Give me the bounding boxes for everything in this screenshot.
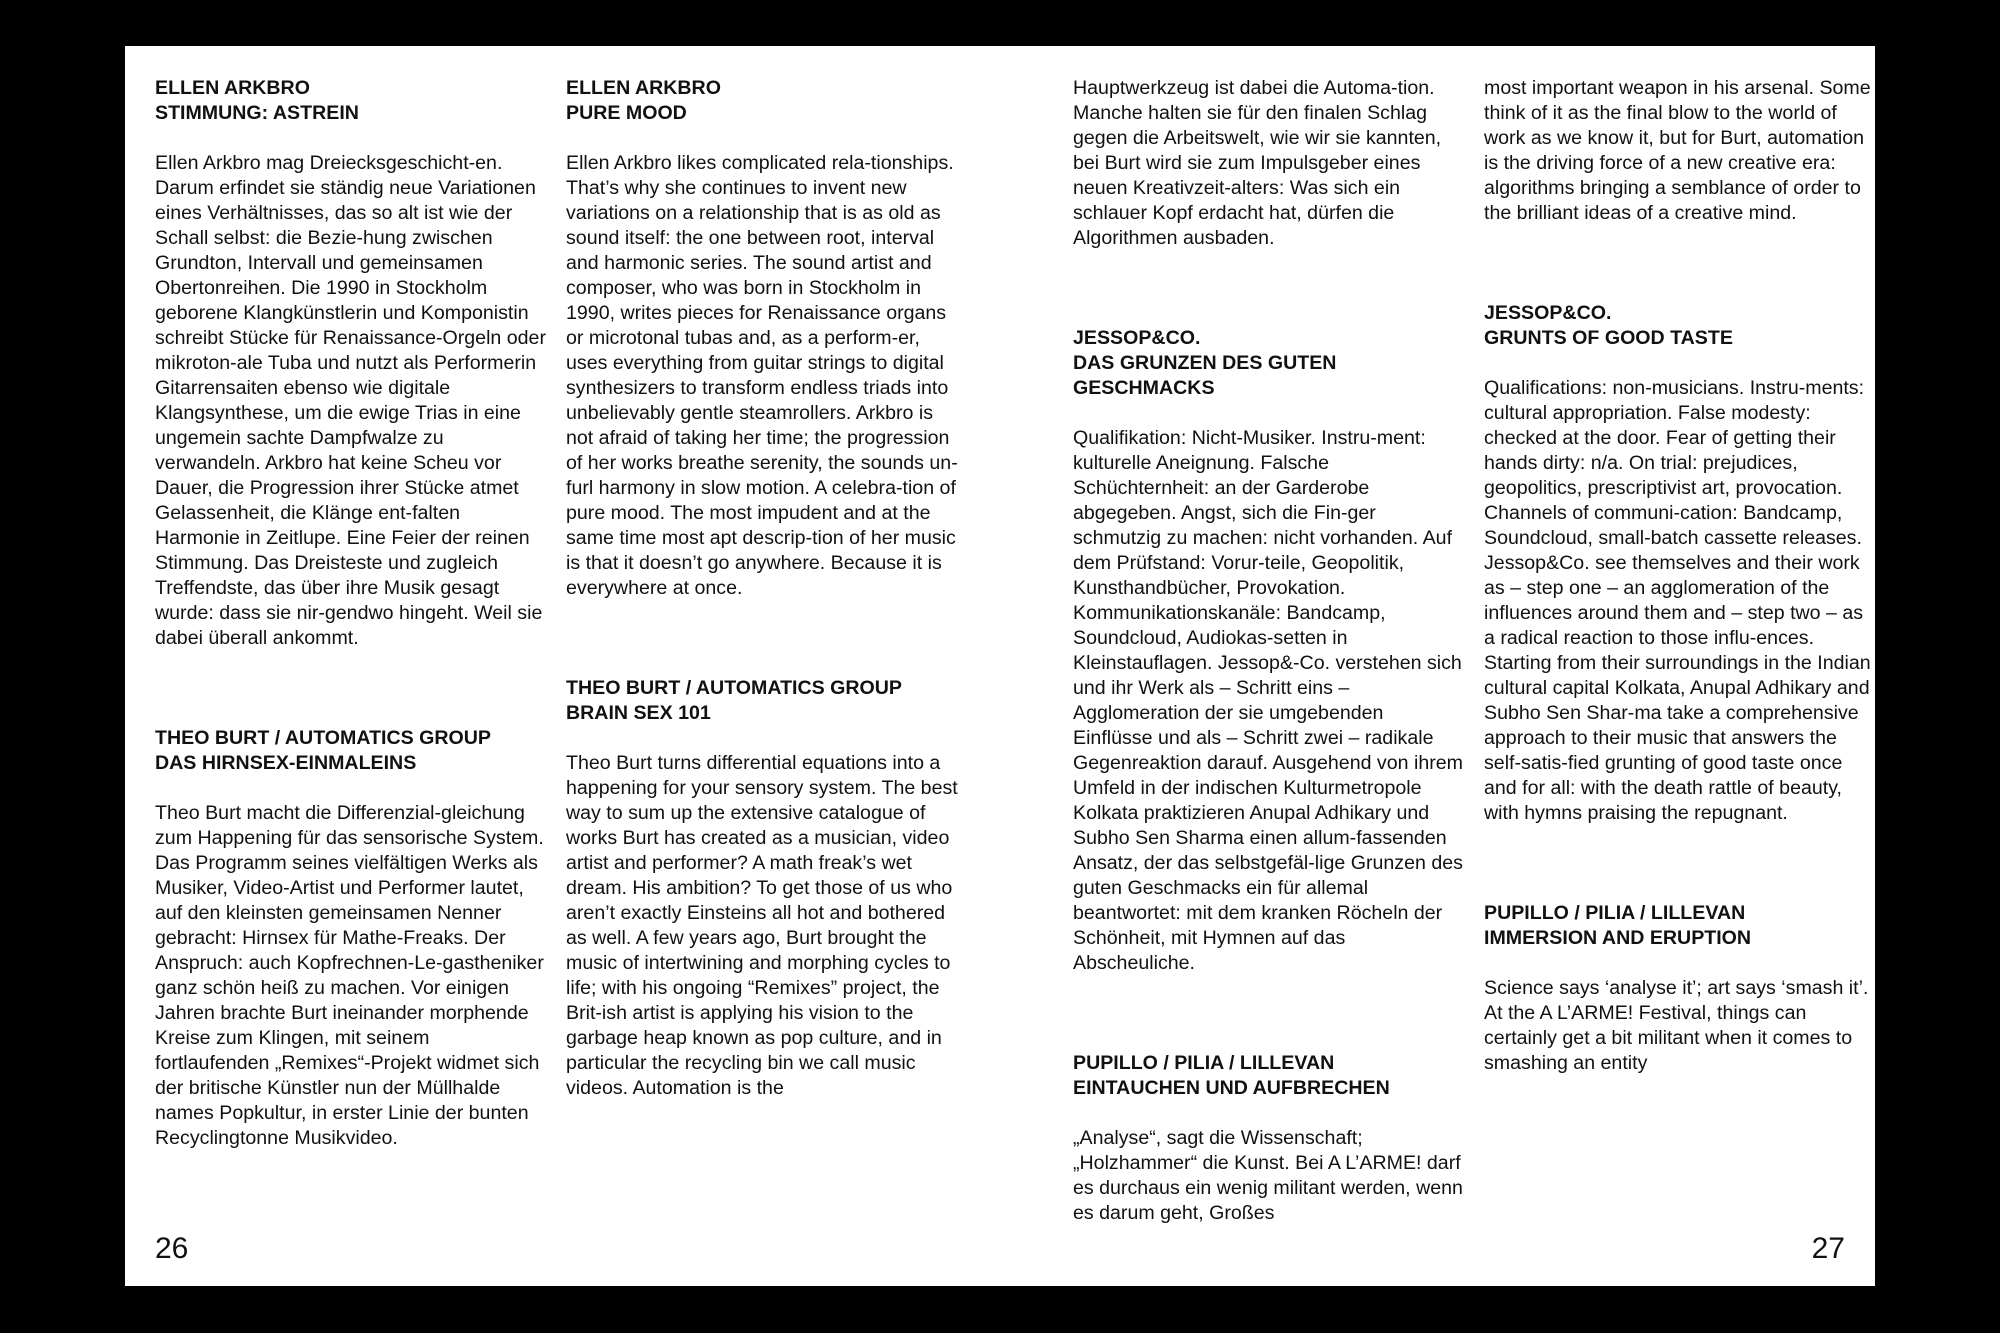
- article-title: IMMERSION AND ERUPTION: [1484, 927, 1752, 949]
- article-heading: [566, 76, 958, 126]
- page-number: 27: [1811, 1232, 1845, 1265]
- right-column-2: [1484, 76, 1876, 1151]
- article-title: GRUNTS OF GOOD TASTE: [1484, 327, 1733, 349]
- left-column-1: [155, 76, 547, 1226]
- article-title: PURE MOOD: [566, 102, 687, 124]
- article-title: STIMMUNG: ASTREIN: [155, 102, 359, 124]
- article-continuation-en: [1484, 76, 1876, 226]
- article-theo-burt-de: [155, 726, 547, 1151]
- article-author: PUPILLO / PILIA / LILLEVAN: [1073, 1052, 1335, 1074]
- article-body: Theo Burt macht die Differenzial-gleichung zum Happening für das sensorische System. Das Programm seines vielfältigen Werks als Musiker, Video-Artist und Performer lautet, auf den kleinsten gemeinsamen Nenner gebracht: Hirnsex für Mathe-Freaks. Der Anspruch: auch Kopfrechnen-Le-gastheniker ganz schön heiß zu machen. Vor einigen Jahren brachte Burt ineinander morphende Kreise zum Klingen, mit seinem fortlaufenden „Remixes“-Projekt widmet sich der britische Künstler nun der Müllhalde names Popkultur, in erster Linie der bunten Recyclingtonne Musikvideo.: [155, 802, 544, 1149]
- article-author: THEO BURT / AUTOMATICS GROUP: [155, 727, 491, 749]
- article-body: Ellen Arkbro likes complicated rela-tionships. That’s why she continues to invent new variations on a relationship that is as old as sound itself: the one between root, interval and harmonic series. The sound artist and composer, who was born in Stockholm in 1990, writes pieces for Renaissance organs or microtonal tubas and, as a perform-er, uses everything from guitar strings to digital synthesizers to transform endless triads into unbelievably gentle steamrollers. Arkbro is not afraid of taking her time; the progression of her works breathe serenity, the sounds un-furl harmony in slow motion. A celebra-tion of pure mood. The most impudent and at the same time most apt descrip-tion of her music is that it doesn’t go anywhere. Because it is everywhere at once.: [566, 152, 958, 599]
- article-jessop-co-en: [1484, 301, 1876, 826]
- article-body: „Analyse“, sagt die Wissenschaft; „Holzhammer“ die Kunst. Bei A L’ARME! darf es durchaus ein wenig militant werden, wenn es darum geht, Großes: [1073, 1127, 1463, 1224]
- article-author: ELLEN ARKBRO: [155, 77, 310, 99]
- article-heading: [1073, 326, 1465, 401]
- article-heading: [1484, 901, 1876, 951]
- article-title: BRAIN SEX 101: [566, 702, 711, 724]
- article-title: DAS HIRNSEX-EINMALEINS: [155, 752, 417, 774]
- article-author: THEO BURT / AUTOMATICS GROUP: [566, 677, 902, 699]
- article-body: Theo Burt turns differential equations into a happening for your sensory system. The best way to sum up the extensive catalogue of works Burt has created as a musician, video artist and performer? A math freak’s wet dream. His ambition? To get those of us who aren’t exactly Einsteins all hot and bothered as well. A few years ago, Burt brought the music of intertwining and morphing cycles to life; with his ongoing “Remixes” project, the Brit-ish artist is applying his vision to the garbage heap known as pop culture, and in particular the recycling bin we call music videos. Automation is the: [566, 752, 958, 1099]
- article-continuation-de: [1073, 76, 1465, 251]
- article-body: Qualifikation: Nicht-Musiker. Instru-ment: kulturelle Aneignung. Falsche Schüchternheit: an der Garderobe abgegeben. Angst, sich die Fin-ger schmutzig zu machen: nicht vorhanden. Auf dem Prüfstand: Vorur-teile, Geopolitik, Kunsthandbücher, Provokation. Kommunikationskanäle: Bandcamp, Soundcloud, Audiokas-setten in Kleinstauflagen. Jessop&-Co. verstehen sich und ihr Werk als – Schritt eins – Agglomeration der sie umgebenden Einflüsse und als – Schritt zwei – radikale Gegenreaktion darauf. Ausgehend von ihrem Umfeld in der indischen Kulturmetropole Kolkata praktizieren Anupal Adhikary und Subho Sen Sharma einen allum-fassenden Ansatz, der das selbstgefäl-lige Grunzen des guten Geschmacks ein für allemal beantwortet: mit dem kranken Röcheln der Schönheit, mit Hymnen auf das Abscheuliche.: [1073, 427, 1463, 974]
- article-pupillo-en: [1484, 901, 1876, 1076]
- article-jessop-co-de: [1073, 326, 1465, 976]
- left-page: [125, 46, 1000, 1286]
- article-body: Science says ‘analyse it’; art says ‘smash it’. At the A L’ARME! Festival, things can certainly get a bit militant when it comes to smashing an entity: [1484, 977, 1869, 1074]
- page-number: 26: [155, 1232, 189, 1265]
- article-author: JESSOP&CO.: [1073, 327, 1201, 349]
- article-body: Hauptwerkzeug ist dabei die Automa-tion. Manche halten sie für den finalen Schlag gegen die Arbeitswelt, wie wir sie kannten, bei Burt wird sie zum Impulsgeber eines neuen Kreativzeit-alters: Was sich ein schlauer Kopf erdacht hat, dürfen die Algorithmen ausbaden.: [1073, 77, 1442, 249]
- article-heading: [1484, 301, 1876, 351]
- article-author: JESSOP&CO.: [1484, 302, 1612, 324]
- article-title: DAS GRUNZEN DES GUTEN GESCHMACKS: [1073, 352, 1337, 399]
- article-body: Qualifications: non-musicians. Instru-ments: cultural appropriation. False modesty: checked at the door. Fear of getting their hands dirty: n/a. On trial: prejudices, geopolitics, prescriptivist art, provocation. Channels of communi-cation: Bandcamp, Soundcloud, small-batch cassette releases. Jessop&Co. see themselves and their work as – step one – an agglomeration of the influences around them and – step two – as a radical reaction to those influ-ences. Starting from their surroundings in the Indian cultural capital Kolkata, Anupal Adhikary and Subho Sen Shar-ma take a comprehensive approach to their music that answers the self-satis-fied grunting of good taste once and for all: with the death rattle of beauty, with hymns praising the repugnant.: [1484, 377, 1871, 824]
- article-pupillo-de: [1073, 1051, 1465, 1226]
- article-ellen-arkbro-de: [155, 76, 547, 651]
- article-title: EINTAUCHEN UND AUFBRECHEN: [1073, 1077, 1390, 1099]
- article-heading: [566, 676, 958, 726]
- article-author: ELLEN ARKBRO: [566, 77, 721, 99]
- article-heading: [1073, 1051, 1465, 1101]
- article-body: most important weapon in his arsenal. Some think of it as the final blow to the world of work as we know it, but for Burt, automation is the driving force of a new creative era: algorithms bringing a semblance of order to the brilliant ideas of a creative mind.: [1484, 77, 1871, 224]
- right-page: [1000, 46, 1875, 1286]
- article-ellen-arkbro-en: [566, 76, 958, 601]
- left-column-2: [566, 76, 958, 1176]
- article-author: PUPILLO / PILIA / LILLEVAN: [1484, 902, 1746, 924]
- article-heading: [155, 726, 547, 776]
- article-theo-burt-en: [566, 676, 958, 1101]
- right-column-1: [1073, 76, 1465, 1301]
- magazine-spread: [125, 46, 1875, 1286]
- article-heading: [155, 76, 547, 126]
- article-body: Ellen Arkbro mag Dreiecksgeschicht-en. Darum erfindet sie ständig neue Variationen eines Verhältnisses, das so alt ist wie der Schall selbst: die Bezie-hung zwischen Grundton, Intervall und gemeinsamen Obertonreihen. Die 1990 in Stockholm geborene Klangkünstlerin und Komponistin schreibt Stücke für Renaissance-Orgeln oder mikroton-ale Tuba und nutzt als Performerin Gitarrensaiten ebenso wie digitale Klangsynthese, um die ewige Trias in eine ungemein sachte Dampfwalze zu verwandeln. Arkbro hat keine Scheu vor Dauer, die Progression ihrer Stücke atmet Gelassenheit, die Klänge ent-falten Harmonie in Zeitlupe. Eine Feier der reinen Stimmung. Das Dreisteste und zugleich Treffendste, das über ihre Musik gesagt wurde: dass sie nir-gendwo hingeht. Weil sie dabei überall ankommt.: [155, 152, 546, 649]
